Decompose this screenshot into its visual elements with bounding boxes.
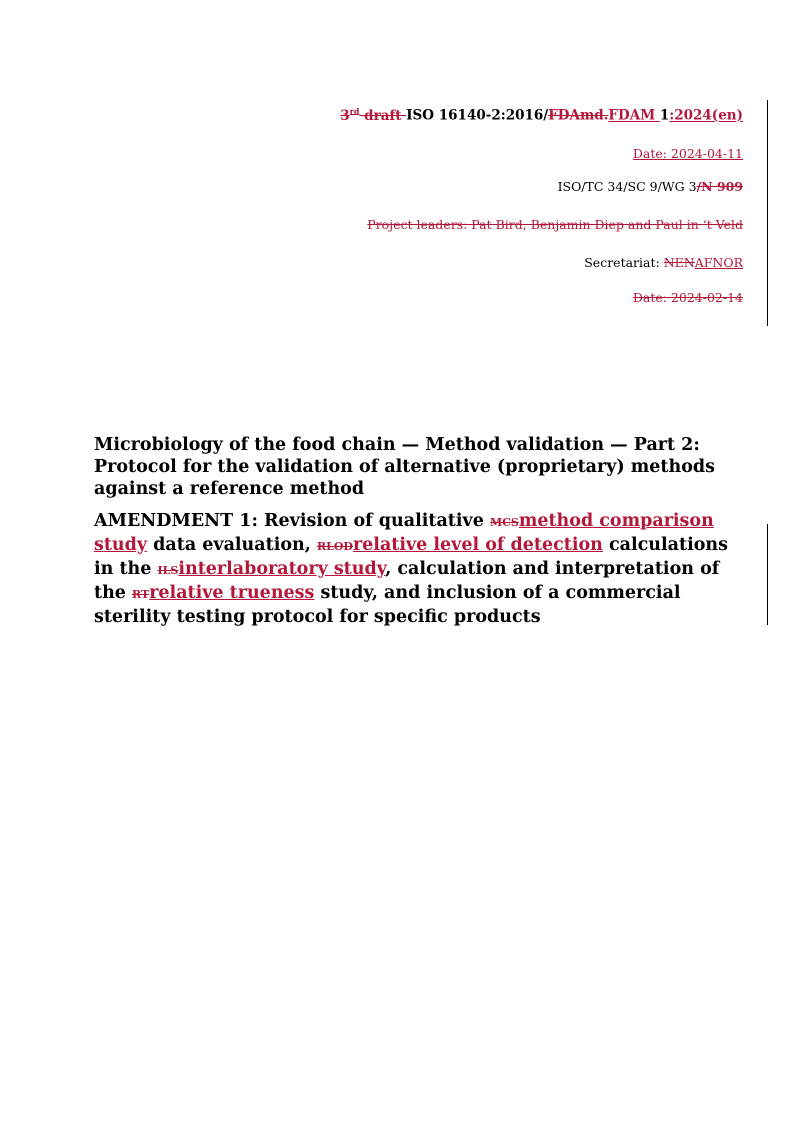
deleted-rt: RT bbox=[132, 588, 150, 601]
deleted-secretariat-org: NEN bbox=[663, 255, 695, 270]
secretariat-label: Secretariat: bbox=[584, 255, 664, 270]
inserted-relative-level-of-detection: relative level of detection bbox=[352, 535, 603, 555]
amendment-text-5: study, and inclusion of a commercial sterility testing protocol for specific products bbox=[94, 583, 681, 627]
committee-base: ISO/TC 34/SC 9/WG 3 bbox=[557, 179, 697, 194]
deleted-draft-label: 3rd draft bbox=[340, 106, 407, 124]
committee-reference bbox=[558, 179, 743, 194]
inserted-fdam: FDAM bbox=[608, 107, 660, 124]
iso-number: ISO 16140-2:2016/ bbox=[406, 107, 549, 124]
deleted-rlod: RLOD bbox=[316, 540, 353, 553]
amendment-title bbox=[94, 510, 734, 628]
deleted-mcs: MCS bbox=[489, 516, 519, 529]
deleted-n-number: /N 909 bbox=[696, 179, 743, 194]
deleted-fdamd: FDAmd. bbox=[548, 107, 609, 124]
change-bar-header bbox=[767, 100, 768, 326]
inserted-secretariat-org: AFNOR bbox=[694, 255, 743, 270]
change-bar-amendment bbox=[767, 524, 768, 625]
secretariat bbox=[584, 255, 743, 270]
date-inserted: Date: 2024-04-11 bbox=[632, 146, 743, 161]
inserted-method-comparison-study: method comparison study bbox=[94, 511, 714, 555]
deleted-ils: ILS bbox=[157, 564, 179, 577]
inserted-interlaboratory-study: interlaboratory study bbox=[178, 559, 386, 579]
amendment-number: 1 bbox=[659, 107, 670, 124]
inserted-relative-trueness: relative trueness bbox=[149, 583, 315, 603]
amendment-text-4: , calculation and interpretation of the bbox=[94, 559, 720, 603]
date-deleted: Date: 2024-02-14 bbox=[632, 290, 743, 305]
project-leaders-deleted: Project leaders: Pat Bird, Benjamin Diep and Paul in ‘t Veld bbox=[367, 217, 743, 232]
document-reference bbox=[340, 106, 743, 124]
inserted-year: :2024(en) bbox=[669, 107, 743, 124]
amendment-text-2: data evaluation, bbox=[147, 535, 317, 555]
amendment-text-1: AMENDMENT 1: Revision of qualitative bbox=[94, 511, 490, 531]
document-title-block bbox=[94, 434, 734, 628]
amendment-text-3: calculations in the bbox=[94, 535, 728, 579]
main-title: Microbiology of the food chain — Method validation — Part 2: Protocol for the validation of alternative (proprietary) methods against a reference method bbox=[94, 435, 715, 499]
